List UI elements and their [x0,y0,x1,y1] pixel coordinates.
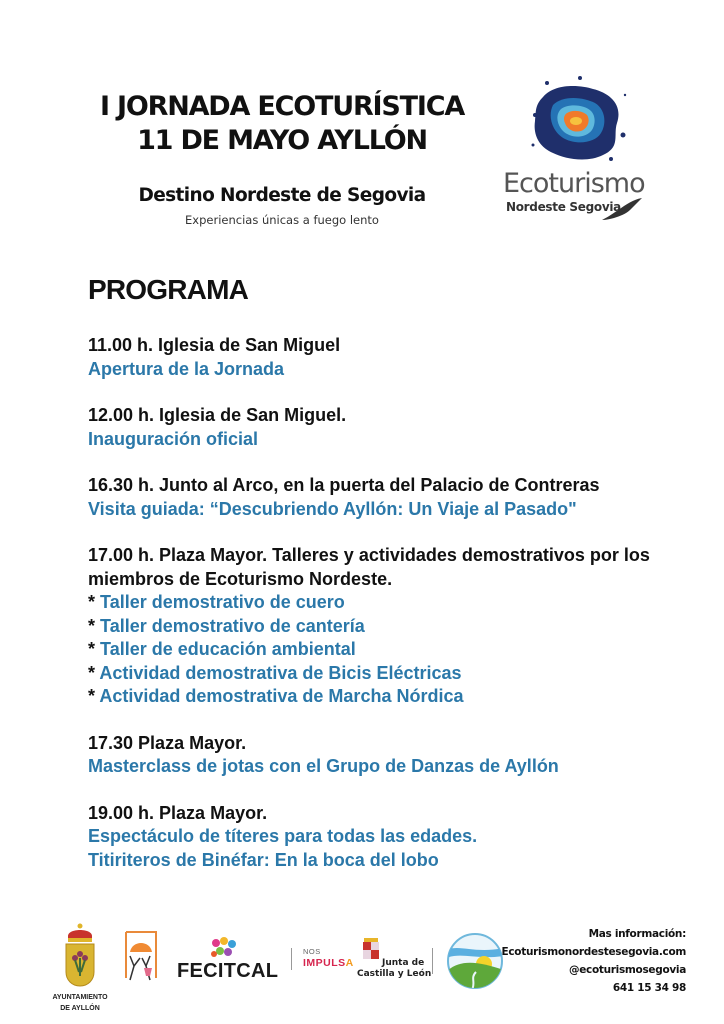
junta-castilla-leon-logo: Junta de Castilla y León [357,958,432,979]
logo-region: Nordeste Segovia [506,200,621,214]
bullet: * [88,615,96,636]
fecitcal-logo: FECITCAL [177,960,279,982]
event-item [88,544,688,709]
destination-subtitle: Destino Nordeste de Segovia [138,185,426,206]
event-description: Titiriteros de Binéfar: En la boca del lobo [88,849,439,870]
divider [291,948,292,970]
event-title-line2: 11 DE MAYO AYLLÓN [137,125,427,156]
contact-label: Mas información: [588,928,686,940]
tagline: Experiencias únicas a fuego lento [185,213,379,227]
dancers-logo-icon [120,928,162,984]
event-time-place: 12.00 h. Iglesia de San Miguel. [88,405,347,425]
program-list [88,334,688,895]
bullet: * [88,639,96,659]
event-title-line1: I JORNADA ECOTURÍSTICA [99,91,465,122]
divider [432,948,433,974]
event-title [92,90,472,158]
impulsa-logo: IMPULSA [303,957,354,969]
event-time-place: 17.30 Plaza Mayor. [88,732,247,753]
phone-number: 641 15 34 98 [612,982,686,994]
workshop-item: * Taller de educación ambiental [88,639,356,659]
bullet: * [88,592,96,612]
event-time-place: 19.00 h. Plaza Mayor. [88,802,268,823]
workshop-item: * Actividad demostrativa de Marcha Nórdica [88,686,464,706]
workshop-item: * Taller demostrativo de cuero [88,592,345,612]
event-time-place: 16.30 h. Junto al Arco, en la puerta del Palacio de Contreras [88,475,600,495]
vulture-icon [600,196,644,222]
event-description: Visita guiada: “Descubriendo Ayllón: Un Viaje al Pasado" [88,498,577,519]
landscape-circle-logo-icon [446,932,504,990]
workshop-item: * Actividad demostrativa de Bicis Eléctricas [88,662,462,683]
event-item [88,334,688,381]
bullet: * [88,686,96,706]
ayllon-coat-of-arms-icon [62,922,98,988]
event-description: Masterclass de jotas con el Grupo de Danzas de Ayllón [88,756,559,776]
nos-label: NOS [303,947,321,956]
event-time-place: 17.00 h. Plaza Mayor. Talleres y actividades demostrativos por los miembros de Ecoturismo Nordeste. [88,545,650,589]
castilla-leon-shield-icon [362,938,380,960]
website-link[interactable]: Ecoturismonordestesegovia.com [501,946,686,958]
event-time-place: 11.00 h. Iglesia de San Miguel [88,335,341,355]
event-item [88,474,688,521]
workshop-item: * Taller demostrativo de cantería [88,615,365,636]
event-description: Espectáculo de títeres para todas las edades. [88,826,478,846]
event-item [88,404,688,451]
event-item [88,732,688,779]
program-title: PROGRAMA [88,274,249,305]
ayuntamiento-label: AYUNTAMIENTO DE AYLLÓN [52,994,108,1012]
contact-info [502,925,686,997]
logo-wordmark: Ecoturismo [503,168,645,199]
fecitcal-flowers-icon [208,937,240,959]
event-description: Inauguración oficial [88,428,259,449]
heat-map-blob-icon [525,75,630,165]
bullet: * [88,662,96,683]
social-handle[interactable]: @ecoturismosegovia [569,964,686,976]
event-item [88,802,688,873]
event-description: Apertura de la Jornada [88,358,285,379]
